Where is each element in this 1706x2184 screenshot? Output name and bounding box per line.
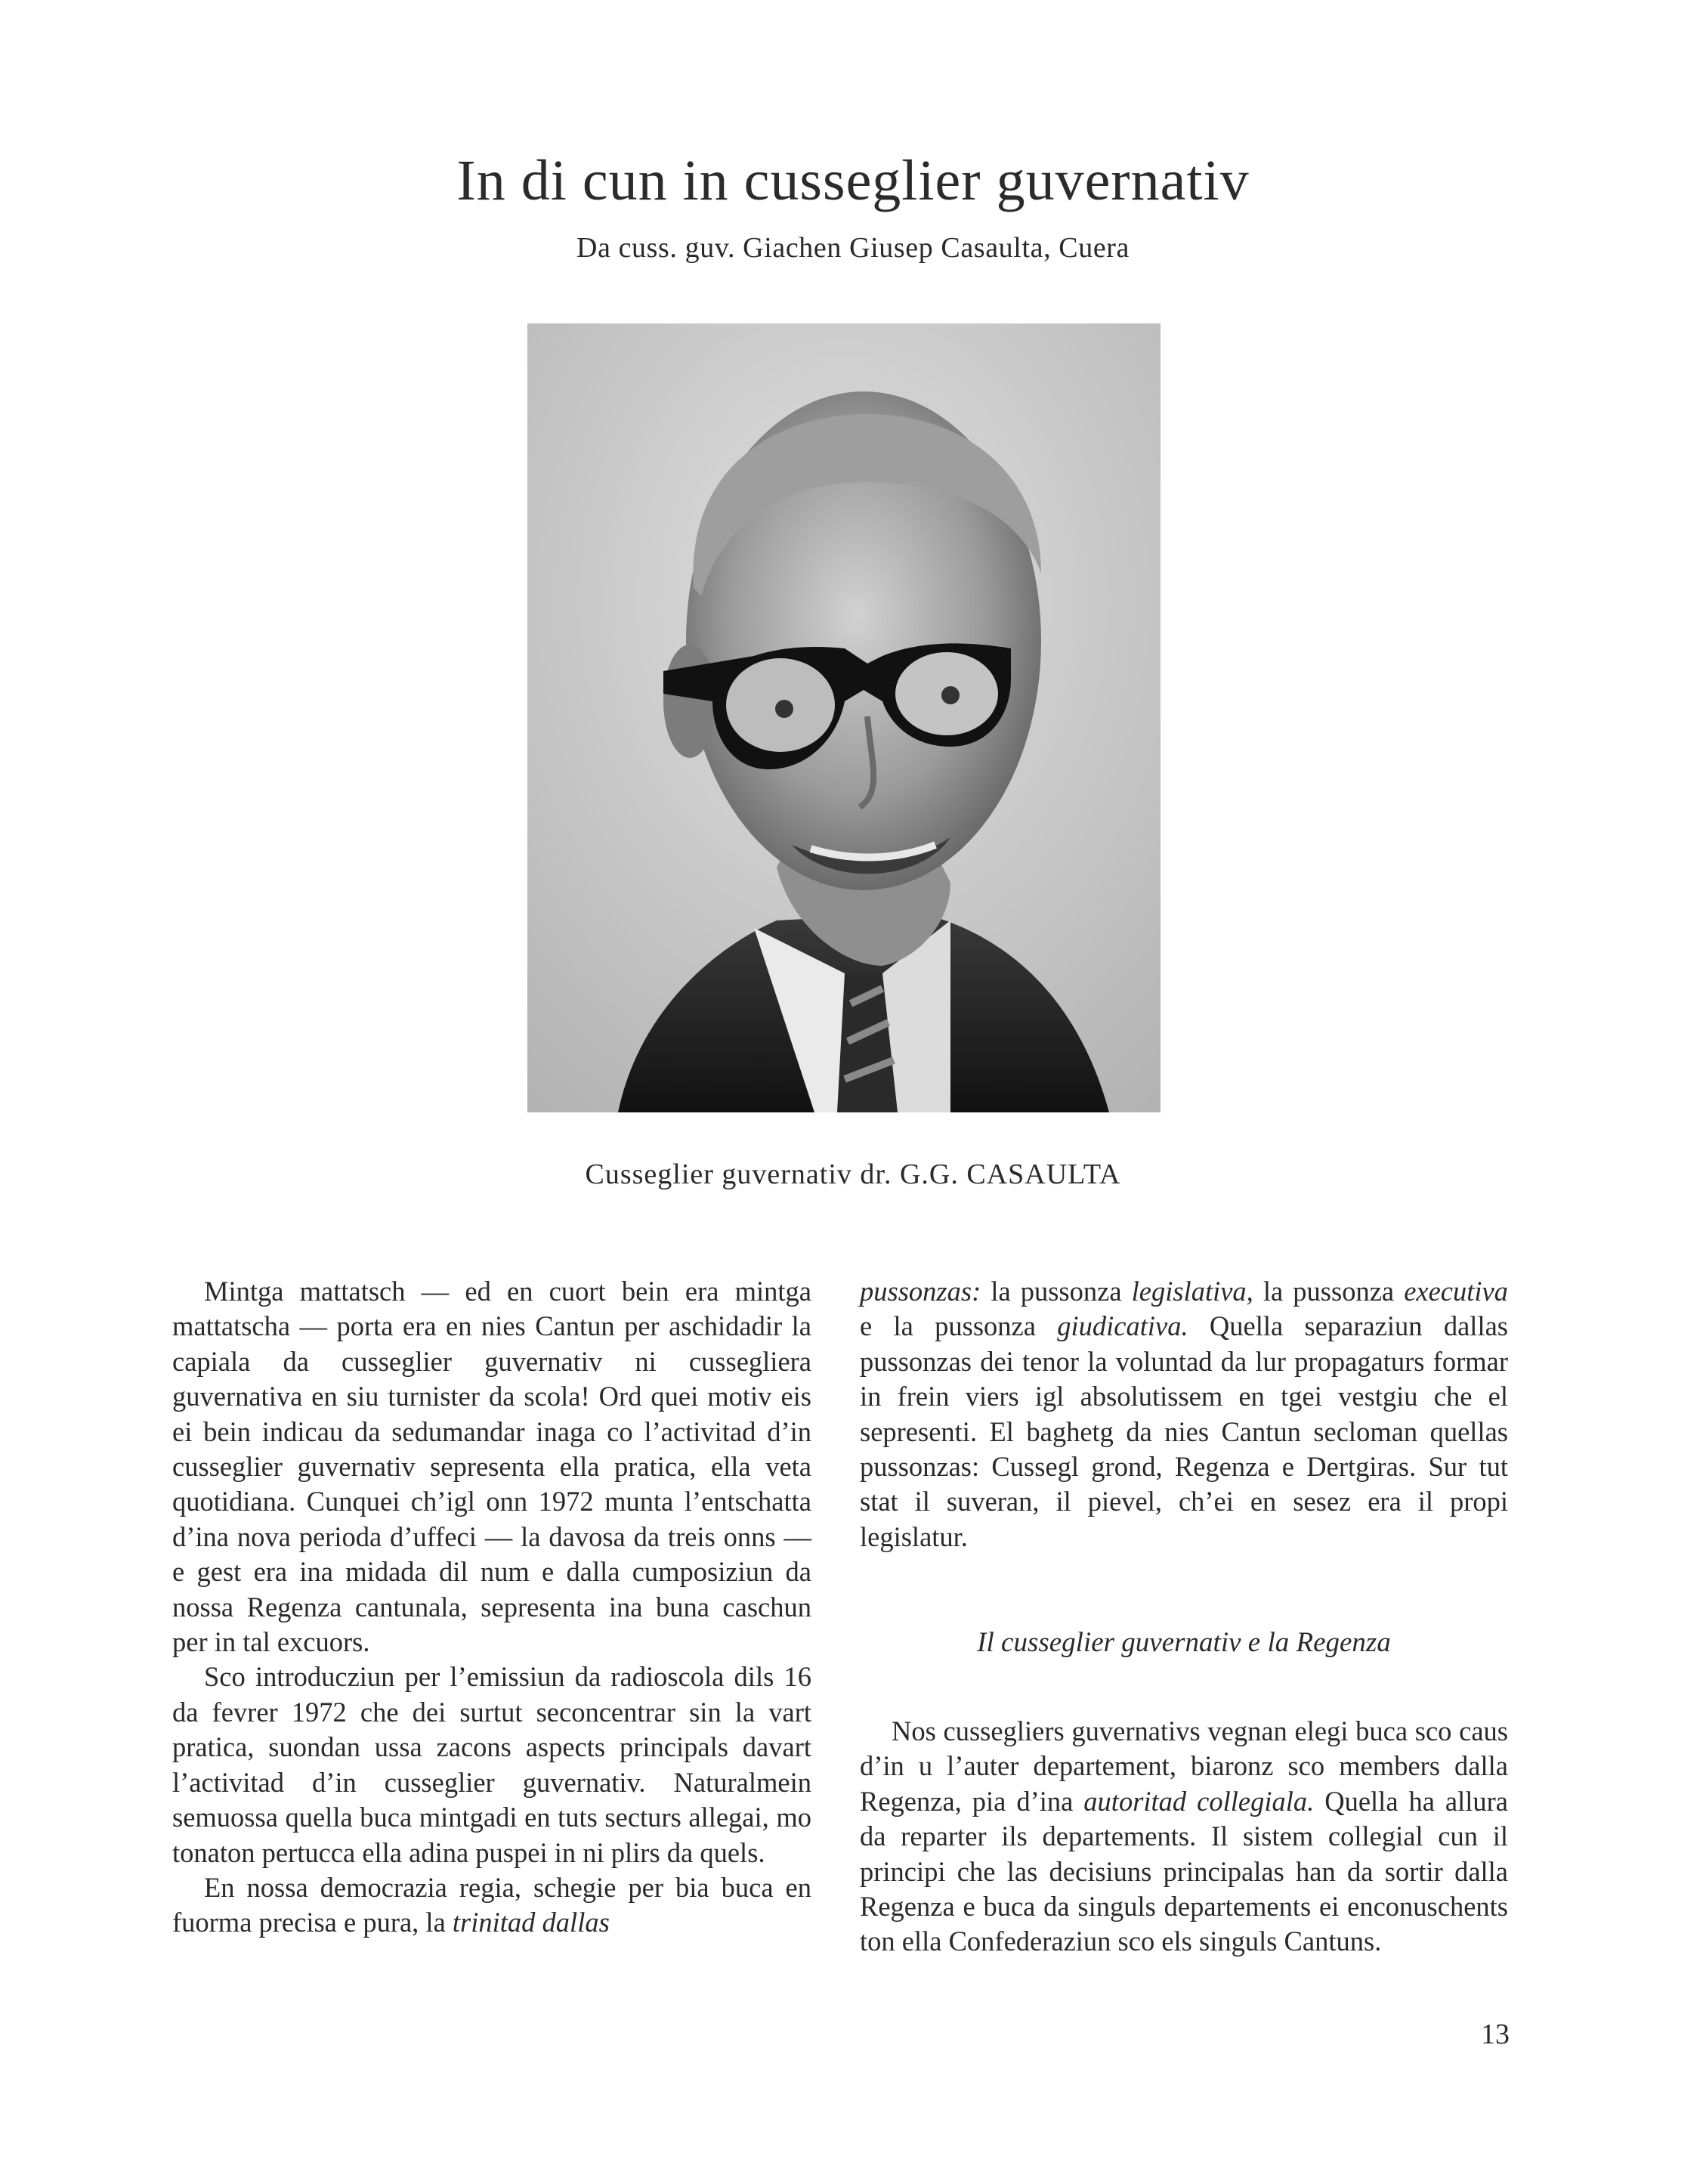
text-span: Nos cussegliers guvernativs vegnan elegi buca sco caus d’in u l’auter departement, biaronz sco members dalla Regenza, pia d’ina [860,1715,1508,1817]
paragraph-3 [172,1870,811,1941]
italic-term-legislativa: legislativa, [1131,1276,1253,1307]
paragraph-3-italic: trinitad dallas [452,1907,610,1938]
text-span: la pussonza [981,1276,1132,1307]
text-span: Quella ha allura da reparter ils departements. Il sistem collegial cun il principi che las decisiuns principalas han da sortir dalla Regenza e buca da singuls departements ei enconuschents ton ella Confederaziun sco els singuls Cantuns. [860,1785,1509,1957]
italic-term-giudicativa: giudicativa. [1057,1310,1188,1342]
paragraph-3-text: En nossa democrazia regia, schegie per bia buca en fuorma precisa e pura, la [172,1871,811,1938]
article-title: In di cun in cusseglier guvernativ [456,149,1250,212]
italic-term-executiva: executiva [1404,1276,1508,1307]
section-heading: Il cusseglier guvernativ e la Regenza [977,1627,1391,1658]
text-span: Quella separaziun dallas pussonzas dei tenor la voluntad da lur propagaturs formar in frein viers igl absolutissem en tgei vestgiu che el sepresenti. El baghetg da nies Cantun secloman quellas pussonzas: Cussegl grond, Regenza e Dertgiras. Sur tut stat il suveran, il pievel, ch’ei en sesez era il propi legislatur. [860,1310,1508,1552]
paragraph-continuation [860,1274,1508,1554]
paragraph-2: Sco introducziun per l’emissiun da radioscola dils 16 da fevrer 1972 che dei surtut seconcentrar sin la vart pratica, suondan ussa zacons aspects principals davart l’activitad d’in cusseglier guvernativ. Naturalmein semuossa quella buca mintgadi en tuts secturs allegai, mo tonaton pertucca ella adina puspei in ni plirs da quels. [172,1661,811,1868]
italic-term-pussonzas: pussonzas: [860,1276,981,1307]
portrait-photo [527,323,1161,1112]
italic-term-autoritad: autoritad collegiala. [1083,1785,1315,1817]
text-span: la pussonza [1253,1276,1405,1307]
right-column-bottom [860,1714,1508,1960]
paragraph-1: Mintga mattatsch — ed en cuort bein era mintga mattatscha — porta era en nies Cantun per aschidadir la capiala da cusseglier guvernativ ni cusseglierа guvernativa en siu turnister da scola! Ord quei motiv eis ei bein indicau da sedumandar inaga co l’activitad d’in cusseglier guvernativ sepresenta ella pratica, ella veta quotidiana. Cunquei ch’igl onn 1972 munta l’entschatta d’ina nova perioda d’uffeci — la davosa da treis onns — e gest era ina midada dil num e dalla cumposiziun da nossa Regenza cantunala, sepresenta ina buna caschun per in tal excuors. [172,1276,811,1658]
left-column [172,1274,811,1941]
photo-caption: Cusseglier guvernativ dr. G.G. CASAULTA [585,1159,1121,1190]
paragraph-regenza [860,1714,1508,1960]
right-column-top [860,1274,1508,1554]
page-number: 13 [1481,2018,1510,2050]
text-span: e la pussonza [860,1310,1058,1342]
article-byline: Da cuss. guv. Giachen Giusep Casaulta, Cuera [576,232,1130,264]
